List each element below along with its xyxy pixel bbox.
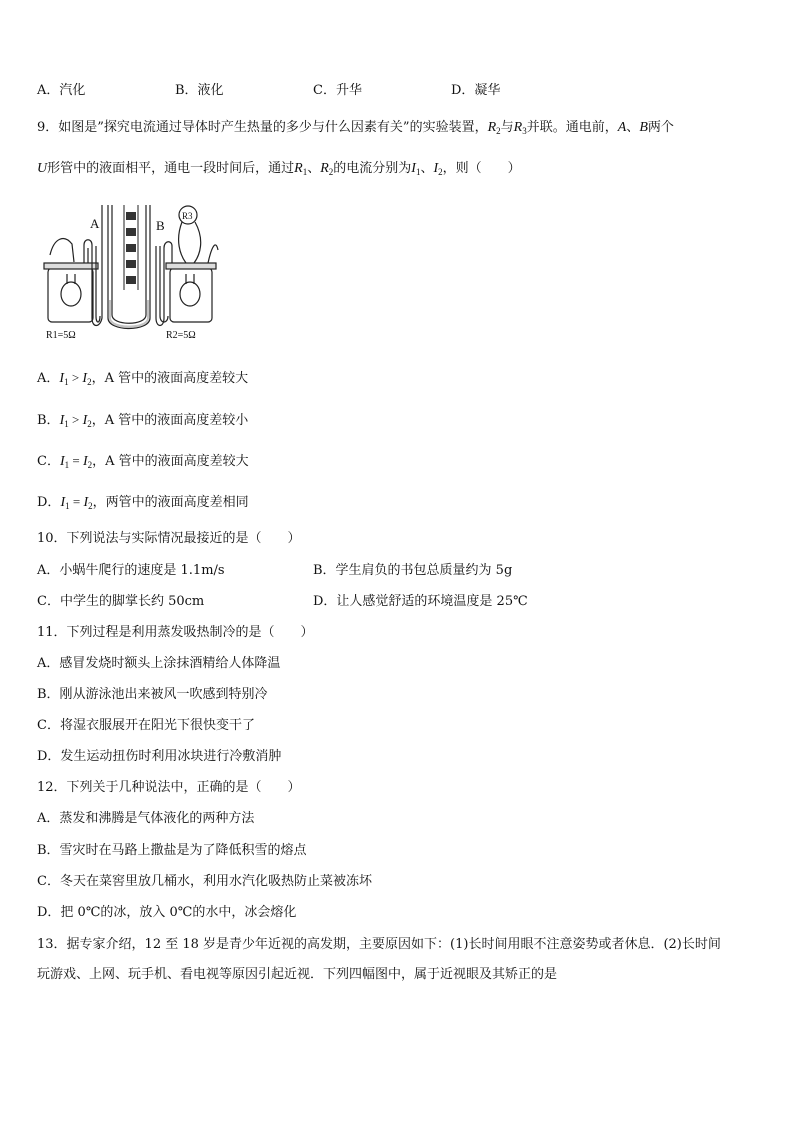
q9-sep: 、 bbox=[626, 120, 640, 135]
q9-i1: $I_1$ bbox=[411, 161, 421, 177]
right-container bbox=[170, 268, 212, 322]
q11-option-c: C．将湿衣服展开在阳光下很快变干了 bbox=[37, 718, 255, 733]
prev-option-b: B．液化 bbox=[175, 83, 224, 98]
q10-option-a: A．小蜗牛爬行的速度是 1.1m/s bbox=[37, 563, 225, 578]
left-container bbox=[48, 268, 93, 322]
q9-sep3: 、 bbox=[420, 161, 434, 176]
figure-label-a: A bbox=[90, 216, 100, 231]
q9-text-4: 形管中的液面相平，通电一段时间后，通过 bbox=[47, 161, 295, 176]
q9-r2b: $R_2$ bbox=[320, 161, 334, 177]
q12-option-b: B．雪灾时在马路上撒盐是为了降低积雪的熔点 bbox=[37, 843, 307, 858]
q9-with: 与 bbox=[500, 120, 514, 135]
q10-option-b: B．学生肩负的书包总质量约为 5g bbox=[313, 563, 513, 578]
q9-text-2: 并联。通电前， bbox=[526, 120, 618, 135]
q9-r3: $R_3$ bbox=[513, 120, 527, 136]
q9-option-b: B．$I_1 > I_2$，A 管中的液面高度差较小 bbox=[37, 412, 249, 429]
q12-option-d: D．把 0℃的冰，放入 0℃的水中，冰会熔化 bbox=[37, 905, 297, 920]
q9-a: A bbox=[617, 120, 627, 135]
q10-option-d: D．让人感觉舒适的环境温度是 25℃ bbox=[313, 594, 528, 609]
q12-option-a: A．蒸发和沸腾是气体液化的两种方法 bbox=[37, 811, 255, 826]
q11-option-a: A．感冒发烧时额头上涂抹酒精给人体降温 bbox=[37, 656, 281, 671]
q9-option-d: D．$I_1 = I_2$，两管中的液面高度差相同 bbox=[37, 494, 249, 511]
figure-label-r2: R2=5Ω bbox=[166, 330, 196, 341]
left-resistor-bulb bbox=[61, 282, 81, 306]
q13-line2: 玩游戏、上网、玩手机、看电视等原因引起近视．下列四幅图中，属于近视眼及其矫正的是 bbox=[37, 967, 558, 982]
left-wire bbox=[50, 239, 74, 262]
q9-text-1: 9．如图是”探究电流通过导体时产生热量的多少与什么因素有关”的实验装置， bbox=[37, 120, 488, 135]
prev-option-c: C．升华 bbox=[313, 83, 362, 98]
q9-text-6: ，则（ ） bbox=[442, 161, 521, 176]
q9-i2: $I_2$ bbox=[433, 161, 443, 177]
q12-option-c: C．冬天在菜窖里放几桶水，利用水汽化吸热防止菜被冻坏 bbox=[37, 874, 372, 889]
figure-label-r1: R1=5Ω bbox=[46, 330, 76, 341]
q9-stem-line2 bbox=[37, 160, 521, 181]
q10-option-c: C．中学生的脚掌长约 50cm bbox=[37, 594, 205, 609]
apparatus-figure bbox=[40, 200, 222, 346]
prev-option-d: D．凝华 bbox=[451, 83, 501, 98]
q11-stem: 11．下列过程是利用蒸发吸热制冷的是（ ） bbox=[37, 625, 314, 640]
q11-option-d: D．发生运动扭伤时利用冰块进行冷敷消肿 bbox=[37, 749, 282, 764]
q9-r1b: $R_1$ bbox=[294, 161, 308, 177]
q13-line1: 13．据专家介绍，12 至 18 岁是青少年近视的高发期，主要原因如下：(1)长时间用眼不注意姿势或者休息．(2)长时间 bbox=[37, 937, 721, 952]
left-lid bbox=[44, 263, 98, 269]
q9-text-3: 两个 bbox=[647, 120, 674, 135]
figure-label-r3: R3 bbox=[182, 211, 193, 221]
q9-text-5: 的电流分别为 bbox=[333, 161, 412, 176]
q9-sep2: 、 bbox=[307, 161, 321, 176]
q9-option-a: A．$I_1 > I_2$，A 管中的液面高度差较大 bbox=[37, 370, 249, 387]
right-lid bbox=[166, 263, 216, 269]
q11-option-b: B．刚从游泳池出来被风一吹感到特别冷 bbox=[37, 687, 268, 702]
right-resistor-bulb bbox=[180, 282, 200, 306]
q10-stem: 10．下列说法与实际情况最接近的是（ ） bbox=[37, 531, 301, 546]
q9-r2: $R_2$ bbox=[487, 120, 501, 136]
figure-label-b: B bbox=[156, 218, 165, 233]
q9-stem-line1 bbox=[37, 119, 674, 140]
q12-stem: 12．下列关于几种说法中，正确的是（ ） bbox=[37, 780, 301, 795]
prev-option-a: A．汽化 bbox=[37, 83, 86, 98]
q9-b: B bbox=[639, 120, 648, 135]
q9-option-c: C．$I_1 = I_2$，A 管中的液面高度差较大 bbox=[37, 453, 249, 470]
q9-u: U bbox=[37, 161, 48, 176]
